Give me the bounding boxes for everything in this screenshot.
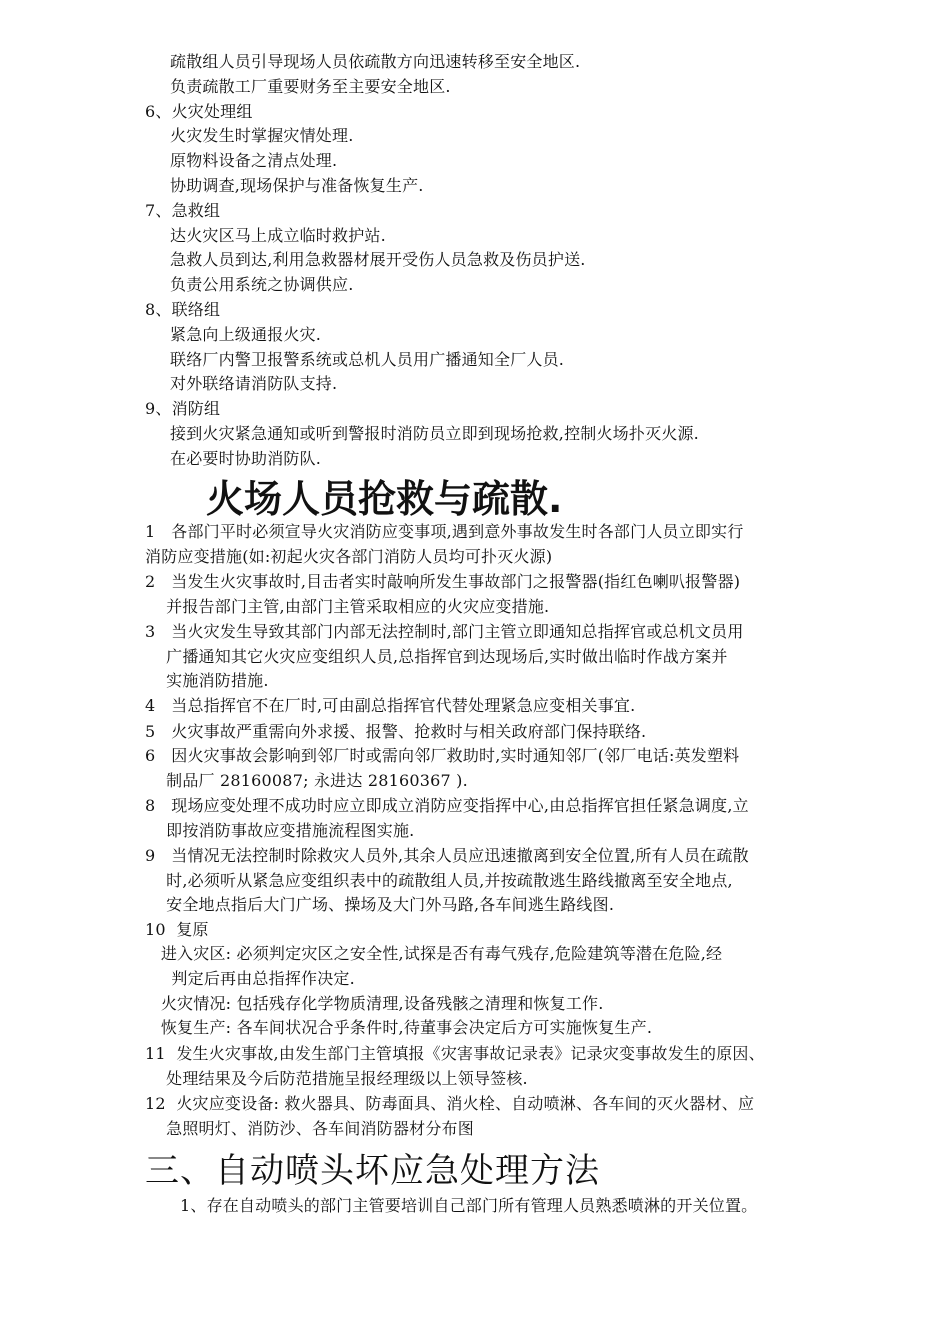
procedure-item-line: 广播通知其它火灾应变组织人员,总指挥官到达现场后,实时做出临时作战方案并 [145, 646, 728, 666]
procedure-item-line: 恢复生产: 各车间状况合乎条件时,待董事会决定后方可实施恢复生产. [145, 1018, 653, 1037]
group-duty-line: 原物料设备之清点处理. [170, 151, 338, 171]
procedure-item-line: 实施消防措施. [145, 671, 269, 691]
group-duty-line: 达火灾区马上成立临时救护站. [170, 225, 386, 245]
procedure-item-line: 6 因火灾事故会影响到邻厂时或需向邻厂救助时,实时通知邻厂(邻厂电话:英发塑料 [145, 746, 740, 765]
procedure-item-line: 1 各部门平时必须宣导火灾消防应变事项,遇到意外事故发生时各部门人员立即实行 [145, 522, 744, 541]
group-title: 9、消防组 [145, 399, 221, 419]
procedure-item-line: 即按消防事故应变措施流程图实施. [145, 820, 415, 840]
group-duty-line: 负责公用系统之协调供应. [170, 275, 354, 295]
procedure-item-line: 4 当总指挥官不在厂时,可由副总指挥官代替处理紧急应变相关事宜. [145, 696, 636, 715]
procedure-item-line: 制品厂 28160087; 永进达 28160367 ). [145, 770, 468, 790]
procedure-item-line: 1、存在自动喷头的部门主管要培训自己部门所有管理人员熟悉喷淋的开关位置。 [180, 1196, 758, 1215]
section-heading: 三、自动喷头坏应急处理方法 [145, 1151, 600, 1191]
procedure-item-line: 5 火灾事故严重需向外求援、报警、抢救时与相关政府部门保持联络. [145, 722, 647, 741]
procedure-item-line: 10 复原 [145, 920, 209, 939]
procedure-item-line: 8 现场应变处理不成功时应立即成立消防应变指挥中心,由总指挥官担任紧急调度,立 [145, 796, 749, 815]
procedure-item-line: 时,必须听从紧急应变组织表中的疏散组人员,并按疏散逃生路线撤离至安全地点, [145, 870, 733, 890]
group-title: 7、急救组 [145, 200, 221, 220]
group-title: 8、联络组 [145, 300, 221, 319]
group-title: 6、火灾处理组 [145, 101, 253, 121]
group-duty-line: 紧急向上级通报火灾. [170, 324, 322, 344]
procedure-item-line: 12 火灾应变设备: 救火器具、防毒面具、消火栓、自动喷淋、各车间的灭火器材、应 [145, 1094, 755, 1113]
procedure-item-line: 急照明灯、消防沙、各车间消防器材分布图 [145, 1118, 474, 1138]
procedure-item-line: 并报告部门主管,由部门主管采取相应的火灾应变措施. [145, 596, 550, 616]
group-duty-line: 火灾发生时掌握灾情处理. [170, 126, 354, 146]
group-duty-line: 在必要时协助消防队. [170, 448, 322, 468]
procedure-item-line: 消防应变措施(如:初起火灾各部门消防人员均可扑灭火源) [145, 546, 553, 566]
procedure-item-line: 处理结果及今后防范措施呈报经理级以上领导签核. [145, 1068, 528, 1088]
group-duty-line: 协助调查,现场保护与准备恢复生产. [170, 176, 424, 195]
group-duty-line: 联络厂内警卫报警系统或总机人员用广播通知全厂人员. [170, 349, 565, 369]
group-duty-line: 接到火灾紧急通知或听到警报时消防员立即到现场抢救,控制火场扑灭火源. [170, 424, 699, 443]
group-duty-line: 急救人员到达,利用急救器材展开受伤人员急救及伤员护送. [170, 250, 586, 270]
procedure-item-line: 火灾情况: 包括残存化学物质清理,设备残骸之清理和恢复工作. [145, 994, 604, 1013]
procedure-item-line: 进入灾区: 必须判定灾区之安全性,试探是否有毒气残存,危险建筑等潜在危险,经 [145, 944, 723, 963]
evacuation-duty-line: 负责疏散工厂重要财务至主要安全地区. [170, 76, 451, 96]
procedure-item-line: 安全地点指后大门广场、操场及大门外马路,各车间逃生路线图. [145, 895, 615, 915]
procedure-item-line: 判定后再由总指挥作决定. [145, 968, 355, 988]
procedure-item-line: 11 发生火灾事故,由发生部门主管填报《灾害事故记录表》记录灾变事故发生的原因、 [145, 1044, 765, 1063]
procedure-item-line: 3 当火灾发生导致其部门内部无法控制时,部门主管立即通知总指挥官或总机文员用 [145, 622, 744, 641]
evacuation-duty-line: 疏散组人员引导现场人员依疏散方向迅速转移至安全地区. [170, 52, 581, 71]
group-duty-line: 对外联络请消防队支持. [170, 374, 338, 394]
procedure-item-line: 2 当发生火灾事故时,目击者实时敲响所发生事故部门之报警器(指红色喇叭报警器) [145, 572, 741, 591]
procedure-item-line: 9 当情况无法控制时除救灾人员外,其余人员应迅速撤离到安全位置,所有人员在疏散 [145, 846, 749, 865]
section-heading: 火场人员抢救与疏散. [206, 477, 563, 521]
